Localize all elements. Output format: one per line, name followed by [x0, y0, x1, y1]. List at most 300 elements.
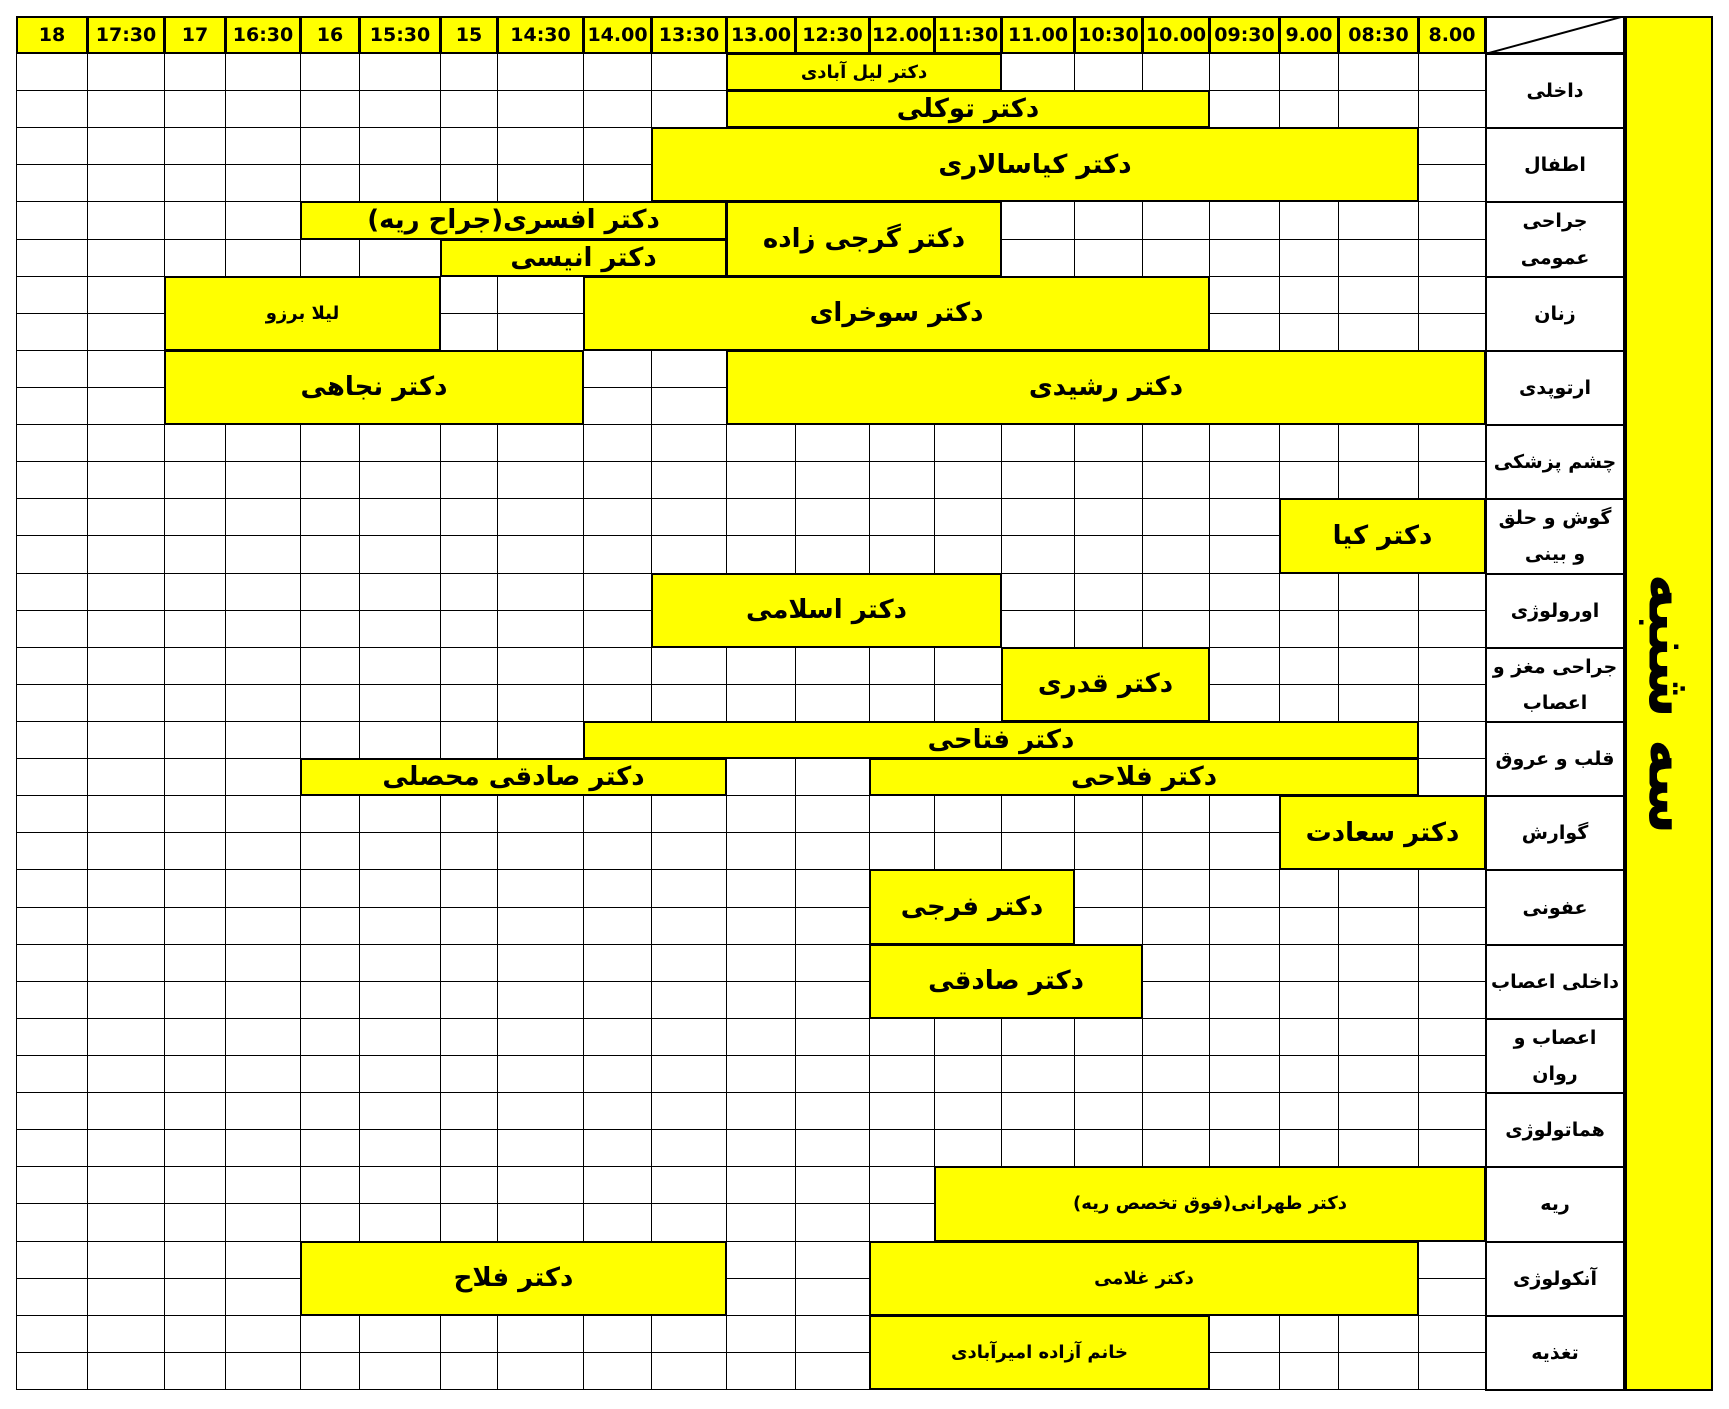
grid-cell[interactable] [1279, 1129, 1339, 1167]
grid-cell[interactable] [934, 647, 1002, 685]
grid-cell[interactable] [1418, 1315, 1486, 1353]
grid-cell[interactable] [795, 647, 870, 685]
grid-cell[interactable] [1142, 832, 1210, 870]
grid-cell[interactable] [583, 535, 652, 573]
grid-cell[interactable] [1279, 573, 1339, 611]
grid-cell[interactable] [869, 1203, 935, 1241]
grid-cell[interactable] [87, 573, 165, 611]
grid-cell[interactable] [795, 424, 870, 462]
grid-cell[interactable] [1279, 981, 1339, 1019]
grid-cell[interactable] [87, 127, 165, 165]
grid-cell[interactable] [16, 610, 88, 648]
grid-cell[interactable] [869, 832, 935, 870]
grid-cell[interactable] [497, 535, 584, 573]
grid-cell[interactable] [359, 944, 441, 982]
grid-cell[interactable] [583, 498, 652, 536]
grid-cell[interactable] [1142, 573, 1210, 611]
grid-cell[interactable] [87, 869, 165, 907]
grid-cell[interactable] [1142, 981, 1210, 1019]
appointment-block[interactable]: دکتر فرجی [869, 869, 1075, 944]
grid-cell[interactable] [795, 944, 870, 982]
grid-cell[interactable] [1279, 424, 1339, 462]
grid-cell[interactable] [16, 795, 88, 833]
grid-cell[interactable] [497, 1315, 584, 1353]
grid-cell[interactable] [1074, 795, 1143, 833]
grid-cell[interactable] [934, 684, 1002, 722]
grid-cell[interactable] [164, 573, 226, 611]
grid-cell[interactable] [300, 684, 360, 722]
grid-cell[interactable] [87, 944, 165, 982]
grid-cell[interactable] [1209, 795, 1280, 833]
grid-cell[interactable] [726, 1315, 796, 1353]
grid-cell[interactable] [164, 239, 226, 277]
grid-cell[interactable] [440, 1129, 498, 1167]
grid-cell[interactable] [795, 461, 870, 499]
grid-cell[interactable] [16, 832, 88, 870]
grid-cell[interactable] [1418, 944, 1486, 982]
grid-cell[interactable] [934, 424, 1002, 462]
grid-cell[interactable] [16, 535, 88, 573]
grid-cell[interactable] [651, 1352, 727, 1390]
grid-cell[interactable] [1338, 1315, 1419, 1353]
grid-cell[interactable] [300, 721, 360, 759]
grid-cell[interactable] [1074, 832, 1143, 870]
grid-cell[interactable] [934, 1129, 1002, 1167]
grid-cell[interactable] [1001, 239, 1075, 277]
grid-cell[interactable] [583, 1018, 652, 1056]
grid-cell[interactable] [440, 944, 498, 982]
grid-cell[interactable] [1279, 313, 1339, 351]
grid-cell[interactable] [1001, 610, 1075, 648]
grid-cell[interactable] [497, 907, 584, 945]
grid-cell[interactable] [16, 573, 88, 611]
grid-cell[interactable] [651, 1055, 727, 1093]
grid-cell[interactable] [359, 832, 441, 870]
appointment-block[interactable]: دکتر صادقی محصلی [300, 758, 727, 796]
grid-cell[interactable] [869, 498, 935, 536]
grid-cell[interactable] [16, 461, 88, 499]
grid-cell[interactable] [440, 498, 498, 536]
grid-cell[interactable] [16, 276, 88, 314]
grid-cell[interactable] [87, 610, 165, 648]
grid-cell[interactable] [225, 90, 301, 128]
grid-cell[interactable] [225, 721, 301, 759]
grid-cell[interactable] [1074, 201, 1143, 239]
grid-cell[interactable] [1142, 239, 1210, 277]
appointment-block[interactable]: دکتر فتاحی [583, 721, 1419, 759]
grid-cell[interactable] [300, 1092, 360, 1130]
grid-cell[interactable] [869, 795, 935, 833]
grid-cell[interactable] [1142, 1055, 1210, 1093]
grid-cell[interactable] [497, 1166, 584, 1204]
grid-cell[interactable] [726, 832, 796, 870]
grid-cell[interactable] [795, 535, 870, 573]
grid-cell[interactable] [869, 1129, 935, 1167]
grid-cell[interactable] [359, 53, 441, 91]
grid-cell[interactable] [1209, 1055, 1280, 1093]
grid-cell[interactable] [300, 1352, 360, 1390]
grid-cell[interactable] [359, 127, 441, 165]
grid-cell[interactable] [1074, 1092, 1143, 1130]
grid-cell[interactable] [1418, 239, 1486, 277]
grid-cell[interactable] [300, 1129, 360, 1167]
grid-cell[interactable] [225, 832, 301, 870]
grid-cell[interactable] [359, 164, 441, 202]
grid-cell[interactable] [164, 1203, 226, 1241]
appointment-block[interactable]: دکتر غلامی [869, 1241, 1419, 1316]
grid-cell[interactable] [869, 424, 935, 462]
grid-cell[interactable] [1418, 53, 1486, 91]
grid-cell[interactable] [1209, 498, 1280, 536]
grid-cell[interactable] [1209, 869, 1280, 907]
appointment-block[interactable]: دکتر انیسی [440, 239, 727, 277]
grid-cell[interactable] [440, 1315, 498, 1353]
grid-cell[interactable] [583, 1166, 652, 1204]
grid-cell[interactable] [87, 164, 165, 202]
grid-cell[interactable] [1209, 313, 1280, 351]
appointment-block[interactable]: دکتر گرجی زاده [726, 201, 1002, 276]
grid-cell[interactable] [225, 1352, 301, 1390]
grid-cell[interactable] [440, 1055, 498, 1093]
grid-cell[interactable] [1338, 1018, 1419, 1056]
grid-cell[interactable] [16, 1055, 88, 1093]
grid-cell[interactable] [1338, 869, 1419, 907]
grid-cell[interactable] [651, 907, 727, 945]
grid-cell[interactable] [1338, 53, 1419, 91]
grid-cell[interactable] [869, 461, 935, 499]
grid-cell[interactable] [795, 1055, 870, 1093]
grid-cell[interactable] [795, 1092, 870, 1130]
grid-cell[interactable] [87, 1055, 165, 1093]
grid-cell[interactable] [164, 795, 226, 833]
grid-cell[interactable] [583, 1092, 652, 1130]
grid-cell[interactable] [225, 1278, 301, 1316]
grid-cell[interactable] [795, 1129, 870, 1167]
grid-cell[interactable] [16, 201, 88, 239]
appointment-block[interactable]: دکتر کیاسالاری [651, 127, 1419, 202]
grid-cell[interactable] [726, 1203, 796, 1241]
grid-cell[interactable] [1418, 90, 1486, 128]
grid-cell[interactable] [16, 350, 88, 388]
grid-cell[interactable] [1338, 201, 1419, 239]
grid-cell[interactable] [225, 647, 301, 685]
grid-cell[interactable] [1209, 201, 1280, 239]
grid-cell[interactable] [1279, 869, 1339, 907]
grid-cell[interactable] [1279, 647, 1339, 685]
grid-cell[interactable] [1418, 1092, 1486, 1130]
grid-cell[interactable] [1418, 164, 1486, 202]
grid-cell[interactable] [1338, 276, 1419, 314]
grid-cell[interactable] [1418, 127, 1486, 165]
grid-cell[interactable] [497, 1203, 584, 1241]
grid-cell[interactable] [359, 461, 441, 499]
grid-cell[interactable] [1209, 53, 1280, 91]
grid-cell[interactable] [1142, 498, 1210, 536]
grid-cell[interactable] [583, 387, 652, 425]
grid-cell[interactable] [164, 1055, 226, 1093]
grid-cell[interactable] [869, 684, 935, 722]
grid-cell[interactable] [1001, 53, 1075, 91]
grid-cell[interactable] [1142, 1129, 1210, 1167]
grid-cell[interactable] [440, 1352, 498, 1390]
grid-cell[interactable] [497, 1018, 584, 1056]
grid-cell[interactable] [726, 647, 796, 685]
grid-cell[interactable] [440, 1166, 498, 1204]
grid-cell[interactable] [164, 981, 226, 1019]
grid-cell[interactable] [726, 907, 796, 945]
grid-cell[interactable] [1001, 1092, 1075, 1130]
grid-cell[interactable] [16, 1018, 88, 1056]
grid-cell[interactable] [1279, 1055, 1339, 1093]
grid-cell[interactable] [164, 907, 226, 945]
grid-cell[interactable] [869, 647, 935, 685]
grid-cell[interactable] [1338, 90, 1419, 128]
grid-cell[interactable] [359, 1166, 441, 1204]
grid-cell[interactable] [1074, 498, 1143, 536]
grid-cell[interactable] [359, 1203, 441, 1241]
grid-cell[interactable] [225, 201, 301, 239]
grid-cell[interactable] [497, 573, 584, 611]
grid-cell[interactable] [1142, 907, 1210, 945]
grid-cell[interactable] [497, 944, 584, 982]
grid-cell[interactable] [651, 647, 727, 685]
grid-cell[interactable] [87, 1203, 165, 1241]
grid-cell[interactable] [497, 498, 584, 536]
grid-cell[interactable] [1209, 832, 1280, 870]
grid-cell[interactable] [440, 684, 498, 722]
grid-cell[interactable] [16, 684, 88, 722]
grid-cell[interactable] [225, 127, 301, 165]
grid-cell[interactable] [359, 239, 441, 277]
grid-cell[interactable] [726, 795, 796, 833]
grid-cell[interactable] [164, 684, 226, 722]
grid-cell[interactable] [440, 869, 498, 907]
grid-cell[interactable] [87, 461, 165, 499]
grid-cell[interactable] [1418, 869, 1486, 907]
grid-cell[interactable] [16, 1352, 88, 1390]
grid-cell[interactable] [300, 944, 360, 982]
grid-cell[interactable] [164, 721, 226, 759]
grid-cell[interactable] [726, 869, 796, 907]
grid-cell[interactable] [87, 758, 165, 796]
grid-cell[interactable] [726, 1092, 796, 1130]
grid-cell[interactable] [87, 387, 165, 425]
grid-cell[interactable] [300, 981, 360, 1019]
grid-cell[interactable] [795, 498, 870, 536]
grid-cell[interactable] [440, 276, 498, 314]
grid-cell[interactable] [1418, 981, 1486, 1019]
grid-cell[interactable] [87, 907, 165, 945]
grid-cell[interactable] [440, 1092, 498, 1130]
grid-cell[interactable] [651, 1315, 727, 1353]
grid-cell[interactable] [1074, 573, 1143, 611]
grid-cell[interactable] [440, 981, 498, 1019]
grid-cell[interactable] [1338, 981, 1419, 1019]
grid-cell[interactable] [164, 164, 226, 202]
grid-cell[interactable] [583, 164, 652, 202]
grid-cell[interactable] [300, 573, 360, 611]
grid-cell[interactable] [934, 1018, 1002, 1056]
grid-cell[interactable] [1338, 684, 1419, 722]
appointment-block[interactable]: دکتر اسلامی [651, 573, 1002, 648]
grid-cell[interactable] [583, 53, 652, 91]
grid-cell[interactable] [1074, 610, 1143, 648]
grid-cell[interactable] [440, 721, 498, 759]
grid-cell[interactable] [164, 90, 226, 128]
grid-cell[interactable] [225, 869, 301, 907]
grid-cell[interactable] [583, 981, 652, 1019]
grid-cell[interactable] [726, 1166, 796, 1204]
grid-cell[interactable] [795, 832, 870, 870]
grid-cell[interactable] [300, 907, 360, 945]
grid-cell[interactable] [164, 1129, 226, 1167]
grid-cell[interactable] [497, 721, 584, 759]
grid-cell[interactable] [225, 573, 301, 611]
grid-cell[interactable] [1209, 461, 1280, 499]
grid-cell[interactable] [440, 1203, 498, 1241]
grid-cell[interactable] [16, 387, 88, 425]
grid-cell[interactable] [16, 164, 88, 202]
grid-cell[interactable] [497, 90, 584, 128]
grid-cell[interactable] [497, 1129, 584, 1167]
grid-cell[interactable] [87, 53, 165, 91]
grid-cell[interactable] [1338, 313, 1419, 351]
grid-cell[interactable] [497, 869, 584, 907]
grid-cell[interactable] [440, 127, 498, 165]
appointment-block[interactable]: دکتر کیا [1279, 498, 1486, 573]
grid-cell[interactable] [359, 535, 441, 573]
grid-cell[interactable] [497, 610, 584, 648]
grid-cell[interactable] [1142, 461, 1210, 499]
grid-cell[interactable] [1338, 461, 1419, 499]
grid-cell[interactable] [87, 90, 165, 128]
grid-cell[interactable] [651, 53, 727, 91]
grid-cell[interactable] [583, 1203, 652, 1241]
grid-cell[interactable] [164, 1166, 226, 1204]
grid-cell[interactable] [16, 90, 88, 128]
grid-cell[interactable] [726, 684, 796, 722]
grid-cell[interactable] [1338, 1129, 1419, 1167]
grid-cell[interactable] [1209, 981, 1280, 1019]
grid-cell[interactable] [497, 981, 584, 1019]
grid-cell[interactable] [225, 684, 301, 722]
grid-cell[interactable] [1338, 1092, 1419, 1130]
grid-cell[interactable] [300, 869, 360, 907]
grid-cell[interactable] [164, 869, 226, 907]
grid-cell[interactable] [359, 573, 441, 611]
grid-cell[interactable] [583, 684, 652, 722]
grid-cell[interactable] [440, 90, 498, 128]
grid-cell[interactable] [583, 795, 652, 833]
grid-cell[interactable] [1209, 647, 1280, 685]
grid-cell[interactable] [795, 1315, 870, 1353]
grid-cell[interactable] [583, 424, 652, 462]
appointment-block[interactable]: خانم آزاده امیرآبادی [869, 1315, 1210, 1390]
grid-cell[interactable] [87, 1241, 165, 1279]
grid-cell[interactable] [1142, 944, 1210, 982]
grid-cell[interactable] [1418, 1241, 1486, 1279]
grid-cell[interactable] [164, 201, 226, 239]
grid-cell[interactable] [726, 1241, 796, 1279]
grid-cell[interactable] [1001, 795, 1075, 833]
grid-cell[interactable] [225, 164, 301, 202]
grid-cell[interactable] [1418, 201, 1486, 239]
grid-cell[interactable] [225, 424, 301, 462]
grid-cell[interactable] [497, 795, 584, 833]
grid-cell[interactable] [1279, 239, 1339, 277]
grid-cell[interactable] [16, 1129, 88, 1167]
grid-cell[interactable] [1001, 1055, 1075, 1093]
appointment-block[interactable]: دکتر سوخرای [583, 276, 1210, 351]
grid-cell[interactable] [359, 610, 441, 648]
grid-cell[interactable] [1001, 535, 1075, 573]
grid-cell[interactable] [583, 610, 652, 648]
grid-cell[interactable] [359, 795, 441, 833]
grid-cell[interactable] [359, 1129, 441, 1167]
grid-cell[interactable] [1279, 944, 1339, 982]
grid-cell[interactable] [726, 424, 796, 462]
grid-cell[interactable] [651, 498, 727, 536]
grid-cell[interactable] [225, 907, 301, 945]
grid-cell[interactable] [164, 944, 226, 982]
grid-cell[interactable] [1418, 313, 1486, 351]
grid-cell[interactable] [726, 1129, 796, 1167]
grid-cell[interactable] [16, 907, 88, 945]
grid-cell[interactable] [934, 535, 1002, 573]
grid-cell[interactable] [1074, 424, 1143, 462]
grid-cell[interactable] [651, 387, 727, 425]
grid-cell[interactable] [583, 127, 652, 165]
grid-cell[interactable] [726, 461, 796, 499]
grid-cell[interactable] [300, 1315, 360, 1353]
grid-cell[interactable] [300, 53, 360, 91]
grid-cell[interactable] [1209, 90, 1280, 128]
grid-cell[interactable] [87, 424, 165, 462]
grid-cell[interactable] [16, 869, 88, 907]
grid-cell[interactable] [497, 832, 584, 870]
grid-cell[interactable] [583, 1315, 652, 1353]
grid-cell[interactable] [651, 461, 727, 499]
grid-cell[interactable] [651, 795, 727, 833]
grid-cell[interactable] [225, 981, 301, 1019]
grid-cell[interactable] [87, 313, 165, 351]
grid-cell[interactable] [164, 498, 226, 536]
grid-cell[interactable] [359, 684, 441, 722]
grid-cell[interactable] [87, 276, 165, 314]
grid-cell[interactable] [87, 684, 165, 722]
grid-cell[interactable] [87, 1278, 165, 1316]
grid-cell[interactable] [869, 1166, 935, 1204]
grid-cell[interactable] [651, 1092, 727, 1130]
grid-cell[interactable] [1338, 647, 1419, 685]
grid-cell[interactable] [1338, 944, 1419, 982]
grid-cell[interactable] [1209, 610, 1280, 648]
grid-cell[interactable] [440, 832, 498, 870]
grid-cell[interactable] [1279, 461, 1339, 499]
grid-cell[interactable] [225, 1166, 301, 1204]
grid-cell[interactable] [1418, 758, 1486, 796]
grid-cell[interactable] [1074, 239, 1143, 277]
grid-cell[interactable] [651, 350, 727, 388]
grid-cell[interactable] [87, 239, 165, 277]
grid-cell[interactable] [1279, 1352, 1339, 1390]
grid-cell[interactable] [16, 1241, 88, 1279]
grid-cell[interactable] [1418, 1055, 1486, 1093]
grid-cell[interactable] [164, 1315, 226, 1353]
grid-cell[interactable] [1074, 1018, 1143, 1056]
grid-cell[interactable] [440, 53, 498, 91]
grid-cell[interactable] [1338, 1055, 1419, 1093]
